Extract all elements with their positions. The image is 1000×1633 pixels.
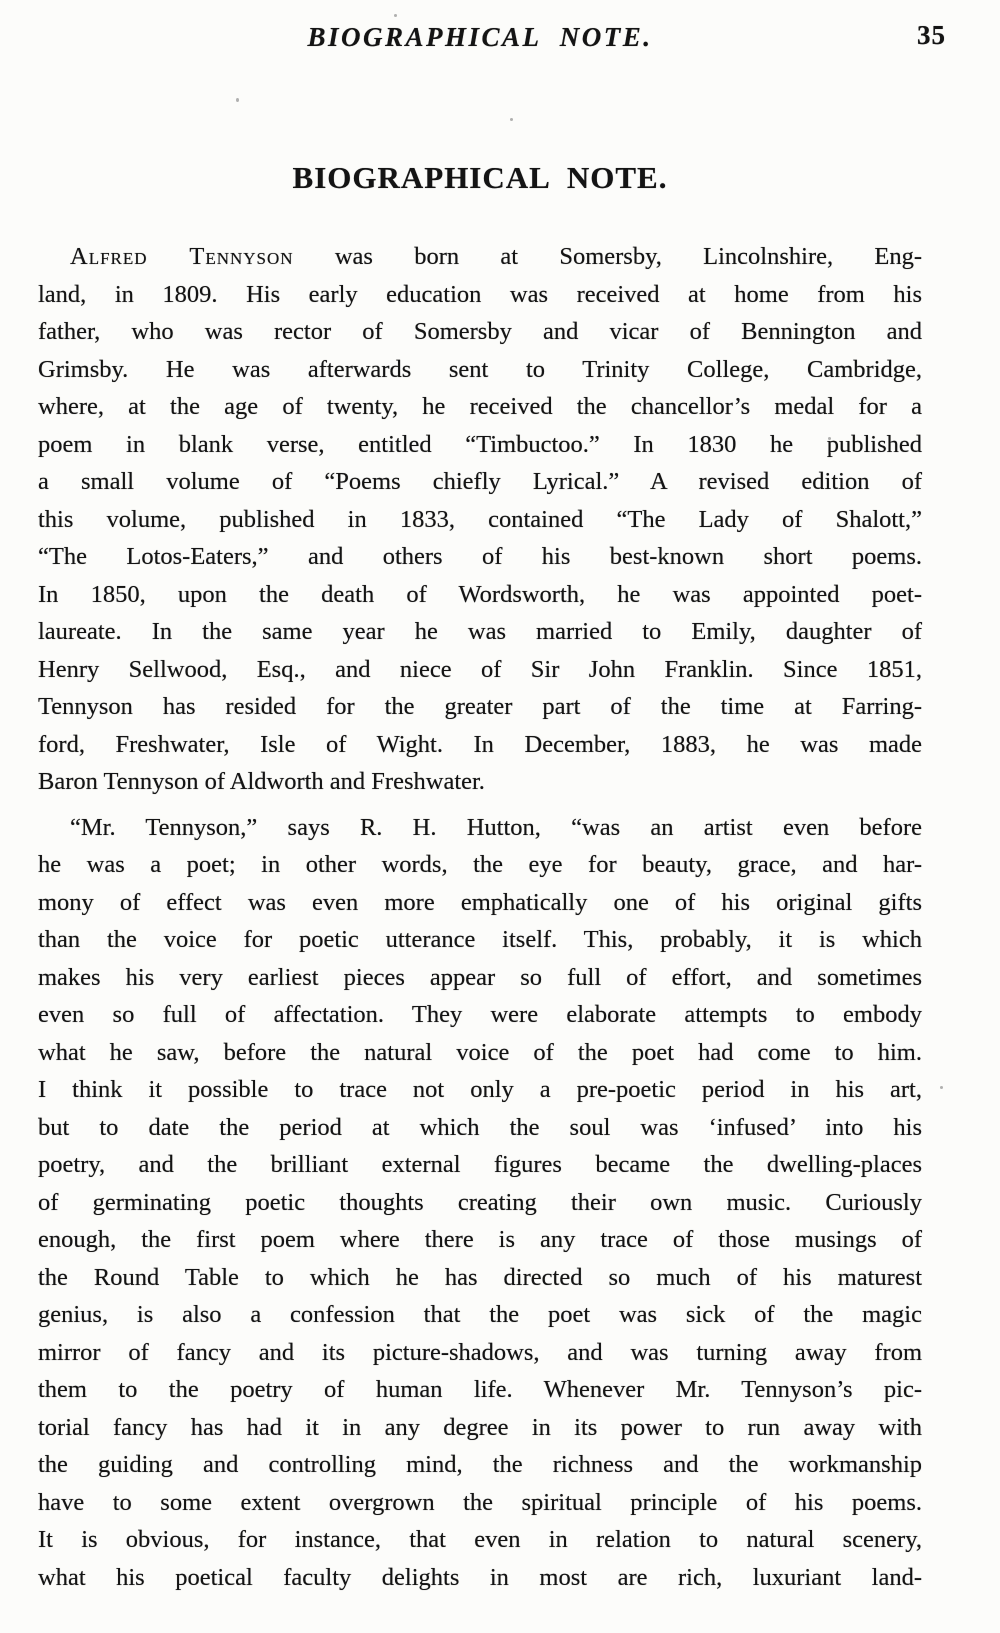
text-line: laureate. In the same year he was married to Emily, daughter of [38, 618, 922, 645]
text-line: the Round Table to which he has directed so much of his maturest [38, 1263, 922, 1291]
text-line: Grimsby. He was afterwards sent to Trinity College, Cambridge, [38, 355, 922, 383]
text-line: them to the poetry of human life. Whenever Mr. Tennyson’s pic- [38, 1376, 922, 1403]
text-line: poetry, and the brilliant external figures became the dwelling-places [38, 1151, 922, 1178]
text-line: what his poetical faculty delights in most are rich, luxuriant land- [38, 1563, 922, 1591]
scan-speck [940, 1086, 943, 1089]
text-line: genius, is also a confession that the poet was sick of the magic [38, 1301, 922, 1328]
paragraph-hutton-quote [38, 809, 922, 1597]
text-line: It is obvious, for instance, that even in relation to natural scenery, [38, 1526, 922, 1553]
text-line: he was a poet; in other words, the eye for beauty, grace, and har- [38, 851, 922, 878]
text-line: enough, the first poem where there is any trace of those musings of [38, 1226, 922, 1253]
running-head-title: BIOGRAPHICAL NOTE. [307, 22, 653, 52]
text-line: Alfred Tennyson was born at Somersby, Lincolnshire, Eng- [70, 243, 922, 270]
text-line: I think it possible to trace not only a pre-poetic period in his art, [38, 1076, 922, 1103]
scan-speck [828, 437, 831, 440]
text-line: “The Lotos-Eaters,” and others of his best-known short poems. [38, 543, 922, 570]
text-line: In 1850, upon the death of Wordsworth, he was appointed poet- [38, 580, 922, 608]
text-line: mirror of fancy and its picture-shadows, and was turning away from [38, 1338, 922, 1366]
text-line: the guiding and controlling mind, the richness and the workmanship [38, 1451, 922, 1478]
text-line: have to some extent overgrown the spiritual principle of his poems. [38, 1488, 922, 1516]
scan-speck [236, 98, 239, 102]
scan-speck [394, 14, 397, 17]
text-line: Henry Sellwood, Esq., and niece of Sir John Franklin. Since 1851, [38, 655, 922, 683]
text-line: even so full of affectation. They were elaborate attempts to embody [38, 1001, 922, 1028]
body-text [38, 238, 922, 1596]
text-line: where, at the age of twenty, he received the chancellor’s medal for a [38, 393, 922, 420]
running-head [38, 20, 946, 62]
text-line: torial fancy has had it in any degree in its power to run away with [38, 1413, 922, 1441]
text-line: a small volume of “Poems chiefly Lyrical.” A revised edition of [38, 468, 922, 495]
text-line: Baron Tennyson of Aldworth and Freshwater. [38, 768, 485, 795]
text-line: “Mr. Tennyson,” says R. H. Hutton, “was an artist even before [70, 813, 922, 841]
lead-smallcaps: Alfred Tennyson [70, 243, 294, 270]
page-number: 35 [917, 20, 946, 50]
text-line: makes his very earliest pieces appear so full of effort, and sometimes [38, 963, 922, 991]
text-line: what he saw, before the natural voice of the poet had come to him. [38, 1038, 922, 1066]
text-line: but to date the period at which the soul was ‘infused’ into his [38, 1113, 922, 1141]
section-title: BIOGRAPHICAL NOTE. [292, 160, 668, 195]
text-line: than the voice for poetic utterance itself. This, probably, it is which [38, 926, 922, 953]
text-line: Tennyson has resided for the greater part of the time at Farring- [38, 693, 922, 720]
paragraph-biography [38, 238, 922, 801]
text-line: poem in blank verse, entitled “Timbuctoo.” In 1830 he published [38, 430, 922, 458]
text-line: mony of effect was even more emphatically one of his original gifts [38, 888, 922, 916]
text-line: ford, Freshwater, Isle of Wight. In December, 1883, he was made [38, 730, 922, 758]
text-line: father, who was rector of Somersby and vicar of Bennington and [38, 318, 922, 345]
text-line: this volume, published in 1833, contained “The Lady of Shalott,” [38, 505, 922, 533]
text-line: of germinating poetic thoughts creating their own music. Curiously [38, 1188, 922, 1216]
text-line: land, in 1809. His early education was received at home from his [38, 280, 922, 308]
scan-speck [510, 118, 513, 121]
